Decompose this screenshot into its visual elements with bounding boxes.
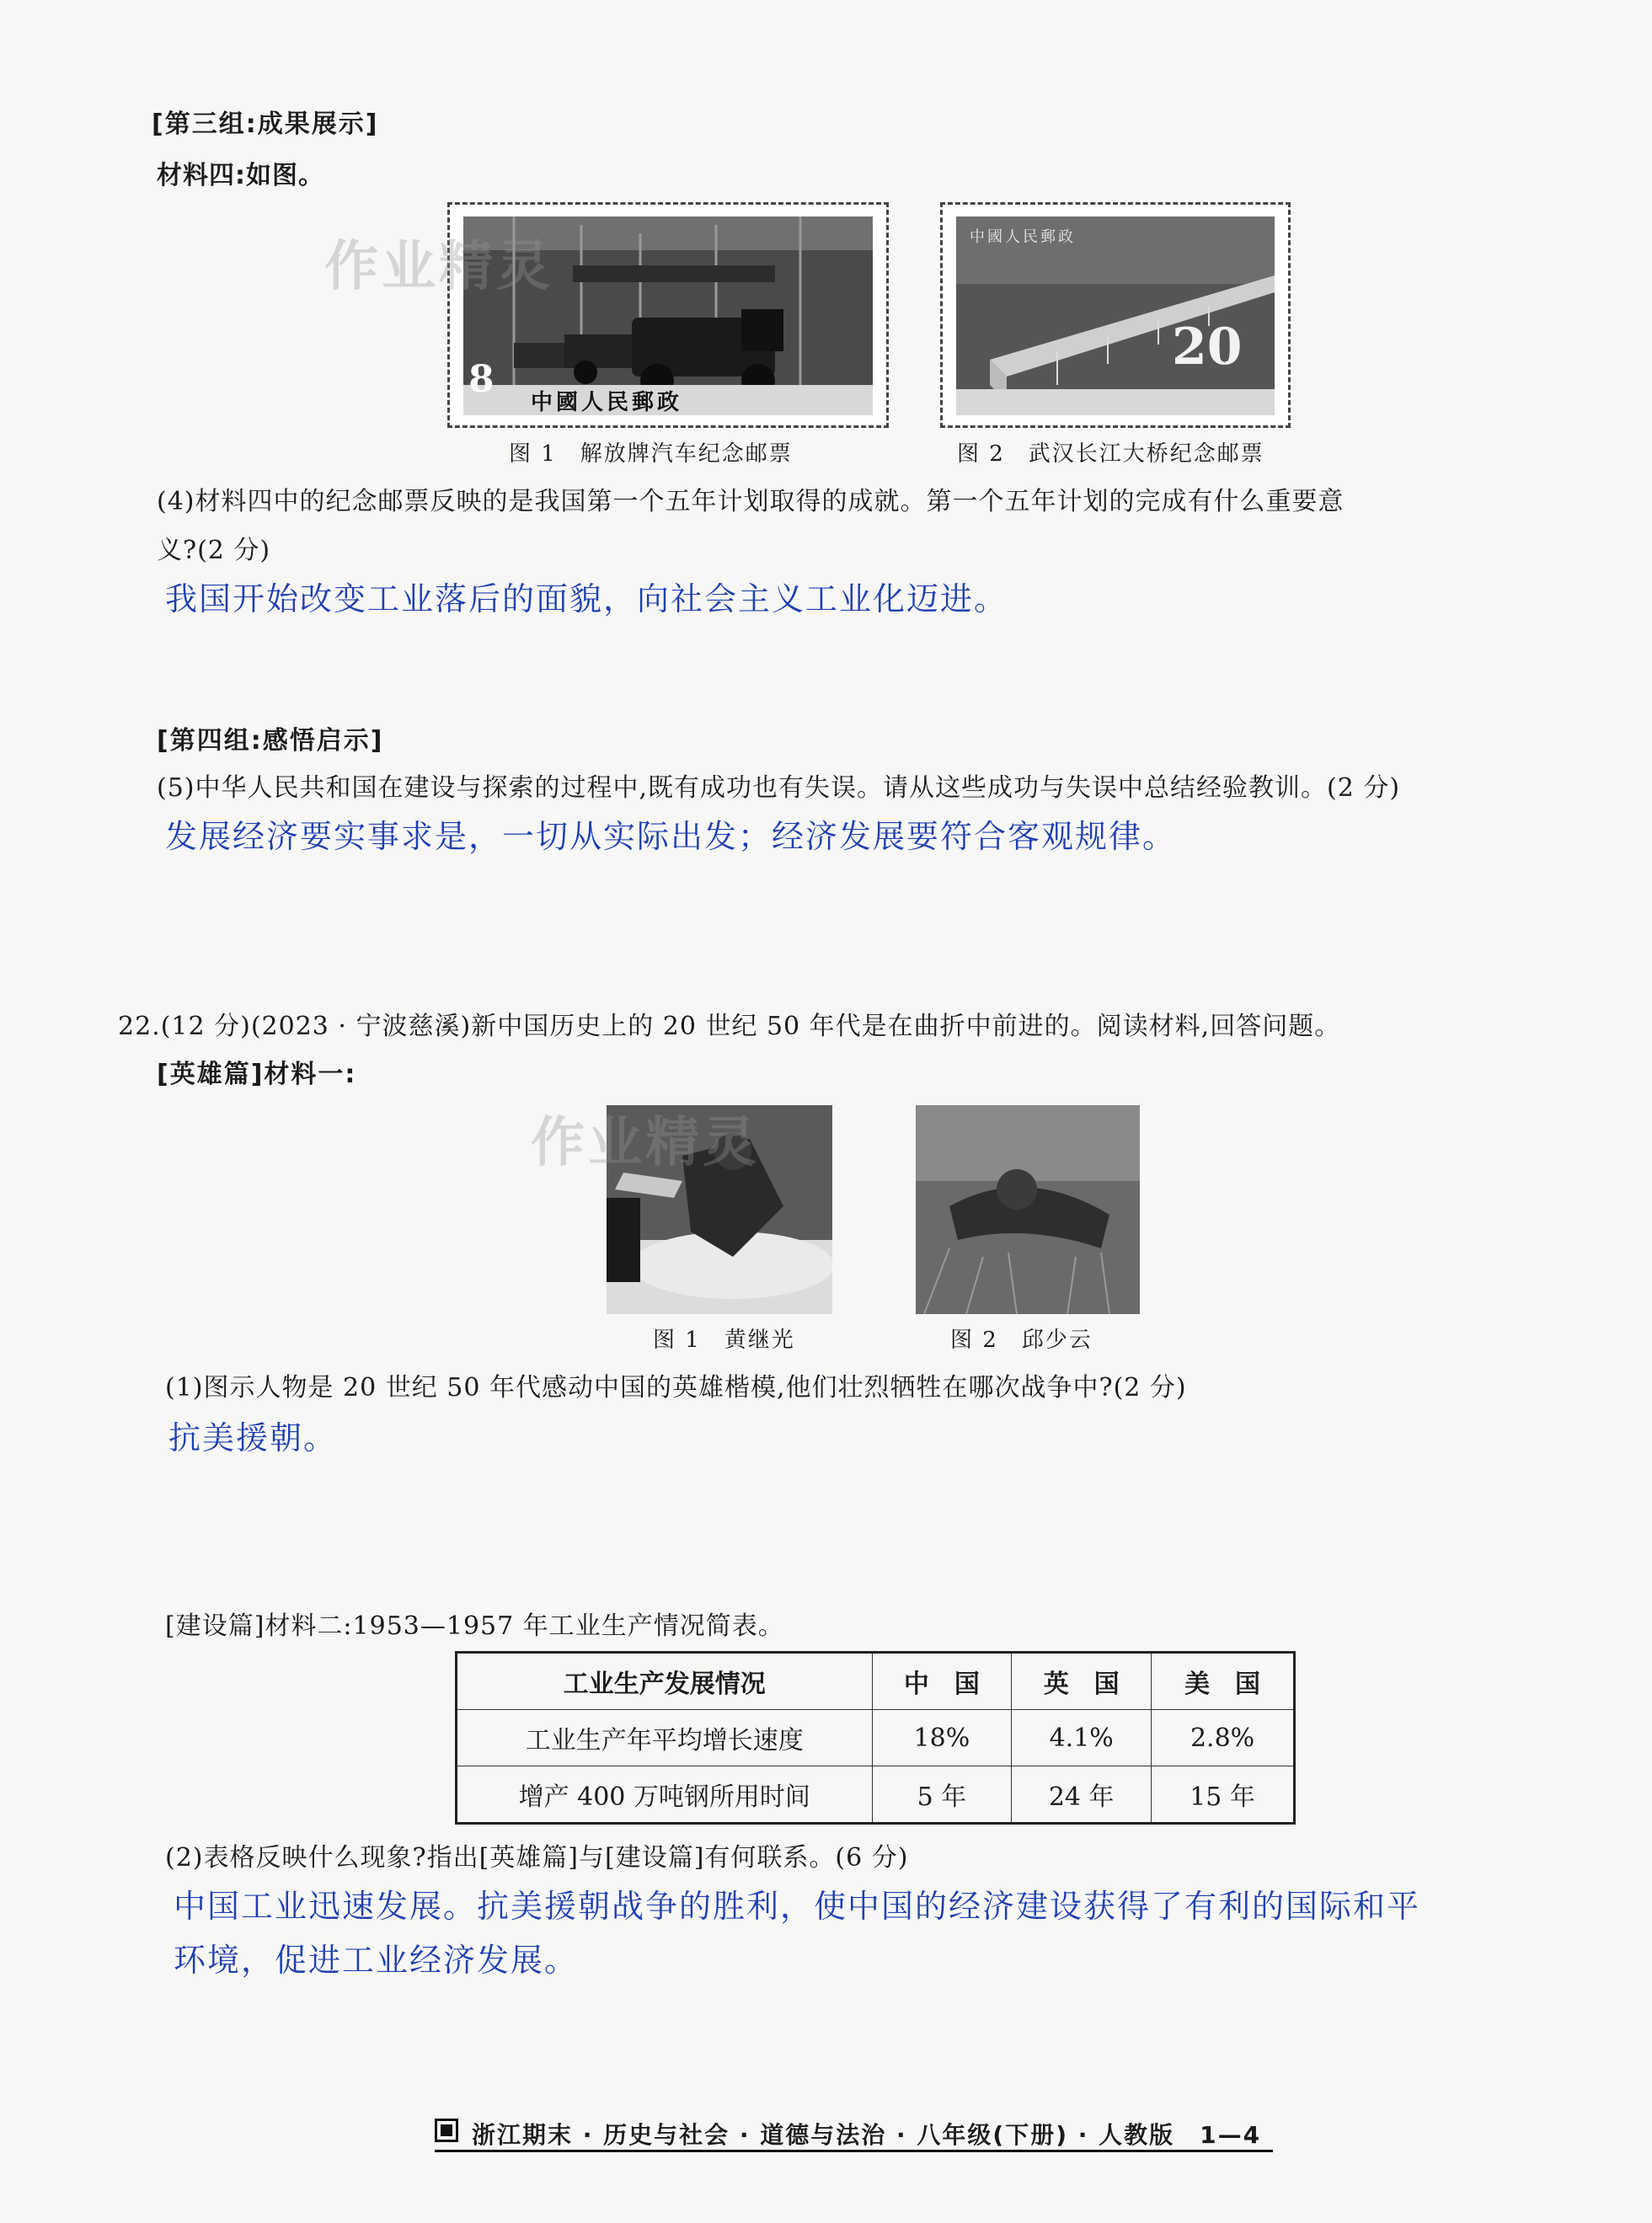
photo-qiu-shaoyun bbox=[916, 1105, 1140, 1314]
answer-22-2-line2: 环境，促进工业经济发展。 bbox=[174, 1942, 579, 1979]
stamp2-value: 20 bbox=[1172, 318, 1243, 377]
table-header: 美 国 bbox=[1152, 1653, 1295, 1710]
table-cell: 24 年 bbox=[1012, 1766, 1152, 1824]
watermark: 作业精灵 bbox=[324, 236, 553, 298]
answer-5: 发展经济要实事求是，一切从实际出发；经济发展要符合客观规律。 bbox=[165, 818, 1177, 855]
table-cell: 2.8% bbox=[1152, 1710, 1295, 1766]
stamp-bridge bbox=[940, 202, 1291, 428]
question-22-stem: 22.(12 分)(2023 · 宁波慈溪)新中国历史上的 20 世纪 50 年代是在曲折中前进的。阅读材料,回答问题。 bbox=[118, 1012, 1341, 1041]
table-header: 中 国 bbox=[872, 1653, 1012, 1710]
watermark-2: 作业精灵 bbox=[531, 1112, 760, 1174]
table-cell: 15 年 bbox=[1152, 1766, 1295, 1824]
footer-text: 浙江期末 · 历史与社会 · 道德与法治 · 八年级(下册) · 人教版 1—4 bbox=[472, 2121, 1262, 2149]
table-header: 英 国 bbox=[1012, 1653, 1152, 1710]
question-4-line2: 义?(2 分) bbox=[157, 536, 271, 565]
stamp2-country: 中國人民郵政 bbox=[970, 228, 1076, 246]
build-heading: [建设篇]材料二:1953—1957 年工业生产情况简表。 bbox=[165, 1611, 784, 1641]
table-cell: 工业生产年平均增长速度 bbox=[457, 1710, 873, 1766]
question-5: (5)中华人民共和国在建设与探索的过程中,既有成功也有失误。请从这些成功与失误中总结经验教训。(2 分) bbox=[157, 773, 1401, 803]
answer-4: 我国开始改变工业落后的面貌，向社会主义工业化迈进。 bbox=[165, 580, 1008, 617]
question-4-line1: (4)材料四中的纪念邮票反映的是我国第一个五年计划取得的成就。第一个五年计划的完成有什么重要意 bbox=[157, 487, 1345, 516]
question-22-1: (1)图示人物是 20 世纪 50 年代感动中国的英雄楷模,他们壮烈牺牲在哪次战争中?(2 分) bbox=[165, 1373, 1187, 1403]
group4-heading: [第四组:感悟启示] bbox=[157, 726, 384, 756]
table-row bbox=[457, 1710, 1295, 1766]
group3-heading: [第三组:成果展示] bbox=[152, 110, 379, 139]
answer-22-2-line1: 中国工业迅速发展。抗美援朝战争的胜利，使中国的经济建设获得了有利的国际和平 bbox=[174, 1888, 1421, 1925]
footer-square-icon bbox=[435, 2119, 458, 2142]
stamp2-caption: 图 2 武汉长江大桥纪念邮票 bbox=[957, 441, 1264, 467]
industry-table bbox=[455, 1651, 1296, 1825]
question-22-2: (2)表格反映什么现象?指出[英雄篇]与[建设篇]有何联系。(6 分) bbox=[165, 1843, 909, 1873]
stamp1-country: 中國人民郵政 bbox=[531, 390, 683, 415]
table-cell: 18% bbox=[872, 1710, 1012, 1766]
heroes-heading: [英雄篇]材料一: bbox=[157, 1060, 357, 1089]
photo1-caption: 图 1 黄继光 bbox=[653, 1328, 795, 1353]
stamp1-value: 8 bbox=[468, 358, 495, 401]
table-header: 工业生产发展情况 bbox=[457, 1653, 873, 1710]
table-cell: 4.1% bbox=[1012, 1710, 1152, 1766]
stamp1-caption: 图 1 解放牌汽车纪念邮票 bbox=[509, 441, 793, 467]
answer-22-1: 抗美援朝。 bbox=[168, 1419, 338, 1456]
table-cell: 增产 400 万吨钢所用时间 bbox=[457, 1766, 873, 1824]
table-row bbox=[457, 1766, 1295, 1824]
table-header-row bbox=[457, 1653, 1295, 1710]
material4-label: 材料四:如图。 bbox=[157, 161, 324, 190]
table-cell: 5 年 bbox=[872, 1766, 1012, 1824]
photo2-caption: 图 2 邱少云 bbox=[950, 1328, 1093, 1353]
footer-rule bbox=[435, 2150, 1273, 2152]
